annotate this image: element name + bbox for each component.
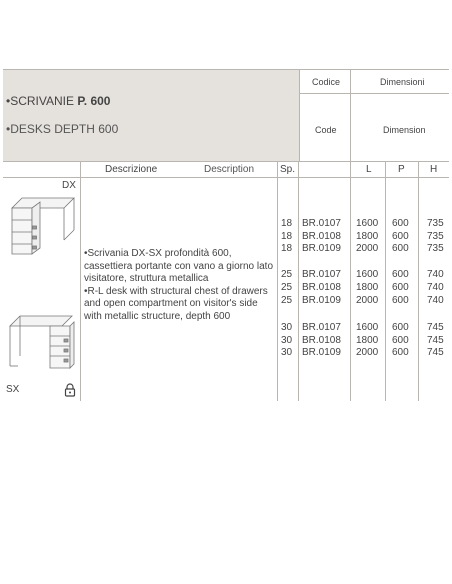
desk-left-drawing-icon [6,312,76,372]
desk-right-drawing-icon [10,196,76,258]
cell-l: 2000 [356,295,379,306]
cell-l: 2000 [356,243,379,254]
cell-p: 600 [392,218,409,229]
cell-l: 1800 [356,335,379,346]
cell-sp: 18 [281,243,293,254]
header-bottom-border [3,161,449,162]
cell-p: 600 [392,295,409,306]
header-panel [3,69,299,161]
cell-sp: 25 [281,269,293,280]
product-description [84,248,276,323]
cell-h: 740 [427,295,444,306]
cell-code: BR.0109 [302,295,341,306]
column-descrizione: Descrizione [105,164,158,175]
cell-sp: 30 [281,322,293,333]
column-sp: Sp. [280,164,296,175]
cell-p: 600 [392,322,409,333]
cell-p: 600 [392,347,409,358]
cell-p: 600 [392,282,409,293]
column-header-border [3,177,449,178]
cell-p: 600 [392,231,409,242]
header-dimensioni: Dimensioni [380,77,425,87]
column-divider-p [418,161,419,401]
column-p: P [398,164,405,175]
cell-l: 1600 [356,322,379,333]
cell-h: 740 [427,269,444,280]
header-code: Code [315,125,337,135]
column-divider-image [80,161,81,401]
header-middle-border [299,93,449,94]
cell-h: 735 [427,218,444,229]
cell-sp: 25 [281,282,293,293]
cell-code: BR.0107 [302,218,341,229]
description-english: •R-L desk with structural chest of drawers and open compartment on visitor's side with metallic structure, depth 600 [84,285,268,322]
cell-code: BR.0109 [302,243,341,254]
cell-sp: 18 [281,218,293,229]
cell-h: 745 [427,347,444,358]
cell-sp: 25 [281,295,293,306]
cell-p: 600 [392,269,409,280]
column-divider-code [350,161,351,401]
cell-sp: 30 [281,347,293,358]
cell-p: 600 [392,243,409,254]
header-dimension: Dimension [383,125,426,135]
cell-l: 1600 [356,218,379,229]
column-l: L [366,164,372,175]
label-dx: DX [62,180,76,191]
title-italian: •SCRIVANIE P. 600 [6,94,111,108]
description-italian: •Scrivania DX-SX profondità 600, cassettiera portante con vano a giorno lato visitatore, struttura metallica [84,248,274,284]
label-sx: SX [6,384,20,395]
cell-l: 2000 [356,347,379,358]
cell-h: 735 [427,231,444,242]
cell-code: BR.0107 [302,269,341,280]
cell-p: 600 [392,335,409,346]
cell-h: 740 [427,282,444,293]
column-divider-desc [277,161,278,401]
header-codice: Codice [312,77,341,87]
cell-l: 1800 [356,282,379,293]
padlock-icon [64,383,76,397]
cell-code: BR.0107 [302,322,341,333]
cell-h: 745 [427,322,444,333]
header-top-border [3,69,449,70]
cell-h: 745 [427,335,444,346]
cell-code: BR.0109 [302,347,341,358]
column-divider-sp [298,161,299,401]
column-divider-l [385,161,386,401]
header-divider-2 [350,69,351,161]
cell-code: BR.0108 [302,231,341,242]
cell-code: BR.0108 [302,335,341,346]
column-h: H [430,164,438,175]
cell-h: 735 [427,243,444,254]
header-divider-1 [299,69,300,161]
cell-sp: 30 [281,335,293,346]
column-description: Description [204,164,255,175]
cell-l: 1800 [356,231,379,242]
cell-sp: 18 [281,231,293,242]
cell-code: BR.0108 [302,282,341,293]
cell-l: 1600 [356,269,379,280]
title-english: •DESKS DEPTH 600 [6,122,119,136]
